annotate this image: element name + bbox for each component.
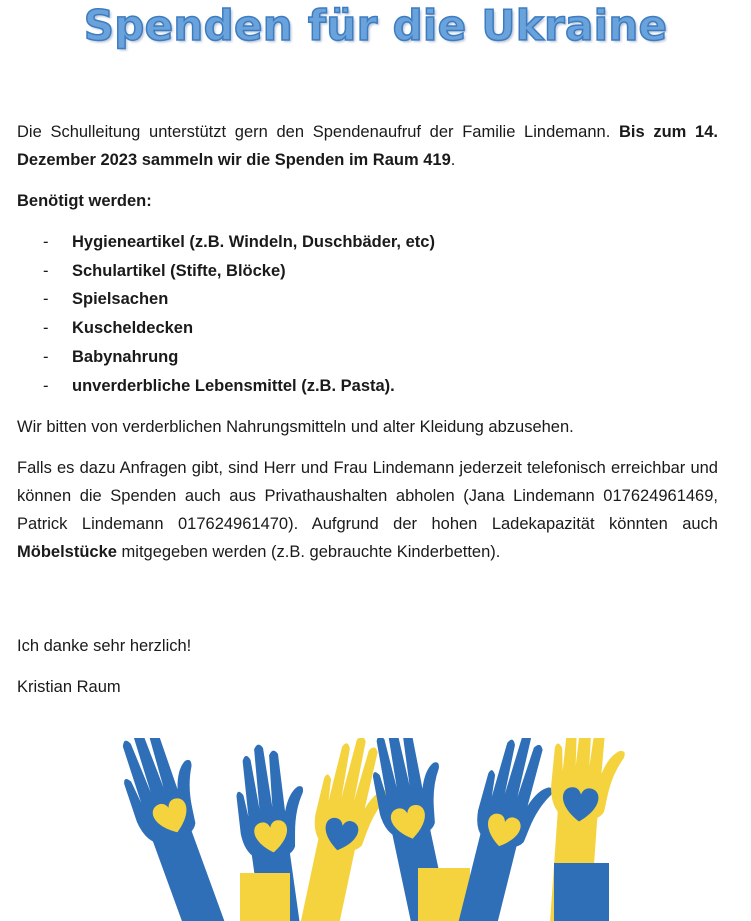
list-item-label: Babynahrung: [72, 347, 179, 366]
hand-shape: [110, 738, 251, 921]
list-item-label: unverderbliche Lebensmittel (z.B. Pasta).: [72, 376, 395, 395]
list-dash: -: [43, 376, 49, 395]
intro-end: .: [450, 151, 456, 169]
list-item: [17, 372, 718, 401]
contact-paragraph: [17, 454, 718, 566]
raised-hands-hearts-icon: [110, 738, 630, 921]
list-item: [17, 257, 718, 286]
list-item: [17, 228, 718, 257]
intro-deadline: Bis zum 14. Dezember 2023 sammeln wir die Spenden im Raum 419: [17, 123, 718, 169]
thanks-line: Ich danke sehr herzlich!: [17, 637, 192, 656]
list-dash: -: [43, 347, 49, 366]
intro-paragraph: [17, 118, 718, 174]
donation-list: [17, 228, 718, 400]
list-dash: -: [43, 261, 49, 280]
intro-text: Die Schulleitung unterstützt gern den Spendenaufruf der Familie Lindemann.: [17, 123, 619, 141]
list-item-label: Kuscheldecken: [72, 319, 194, 338]
list-item: [17, 314, 718, 343]
list-dash: -: [43, 233, 49, 251]
list-item: [17, 343, 718, 372]
exclusion-paragraph: Wir bitten von verderblichen Nahrungsmitteln und alter Kleidung abzusehen.: [17, 418, 574, 437]
contact-text: Falls es dazu Anfragen gibt, sind Herr und Frau Lindemann jederzeit telefonisch erreichbar und können die Spenden auch aus Privathaushalten abholen (Jana Lindemann 017624961469, Patrick Lindemann 017624961470). Aufgrund der hohen Ladekapazität könnten auch: [17, 459, 718, 534]
letter-body: [17, 118, 718, 714]
list-item-label: Hygieneartikel (z.B. Windeln, Duschbäder, etc): [72, 233, 435, 251]
contact-text-end: mitgegeben werden (z.B. gebrauchte Kinderbetten).: [116, 543, 501, 562]
list-dash: -: [43, 319, 49, 338]
signature: Kristian Raum: [17, 678, 121, 697]
list-item-label: Schulartikel (Stifte, Blöcke): [72, 261, 286, 280]
list-dash: -: [43, 290, 49, 309]
list-item: [17, 285, 718, 314]
list-item-label: Spielsachen: [72, 290, 169, 309]
contact-furniture: Möbelstücke: [17, 543, 117, 562]
needed-heading: Benötigt werden:: [17, 192, 152, 210]
page-title: Spenden für die Ukraine: [83, 1, 668, 50]
spacer: [17, 579, 718, 632]
